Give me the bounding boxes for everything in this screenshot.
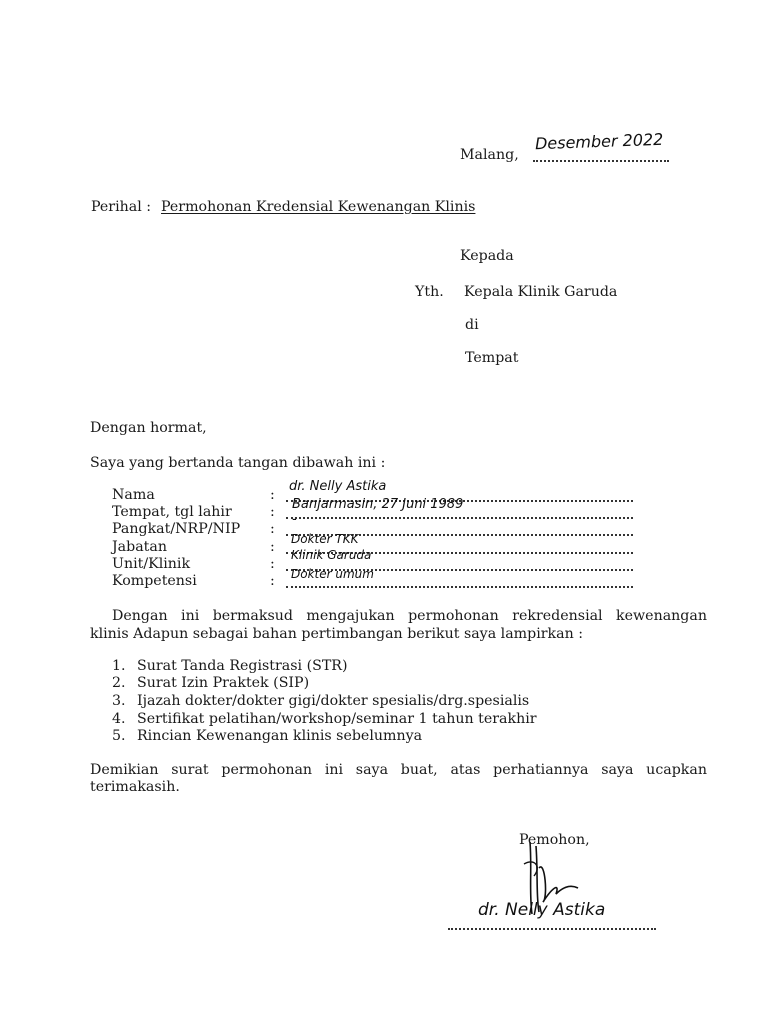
list-item-number: 1. bbox=[112, 658, 126, 674]
paragraph-1-line-1: Dengan ini bermaksud mengajukan permohonan rekredensial kewenangan bbox=[112, 608, 707, 624]
signature-label: Pemohon, bbox=[519, 832, 590, 848]
field-dotted-line bbox=[286, 517, 633, 519]
field-label: Unit/Klinik bbox=[112, 556, 191, 572]
date-handwritten: Desember 2022 bbox=[534, 129, 664, 154]
field-value-handwritten: dr. Nelly Astika bbox=[289, 479, 387, 494]
recipient-tempat: Tempat bbox=[465, 350, 519, 366]
list-item: Ijazah dokter/dokter gigi/dokter spesialis/drg.spesialis bbox=[137, 693, 530, 709]
date-place: Malang, bbox=[460, 147, 519, 163]
field-label: Kompetensi bbox=[112, 573, 197, 589]
field-value-handwritten: Dokter TKK bbox=[291, 532, 359, 546]
field-value-handwritten: Dokter umum bbox=[291, 567, 374, 581]
date-dotted-line bbox=[533, 160, 669, 162]
recipient-di: di bbox=[465, 317, 479, 333]
list-item-number: 5. bbox=[112, 728, 126, 744]
field-colon: : bbox=[270, 487, 275, 503]
subject-label: Perihal : bbox=[91, 199, 152, 215]
subject-text: Permohonan Kredensial Kewenangan Klinis bbox=[161, 199, 476, 215]
signature-dotted-line bbox=[448, 928, 656, 930]
field-label: Tempat, tgl lahir bbox=[112, 504, 232, 520]
field-label: Nama bbox=[112, 487, 155, 503]
field-colon: : bbox=[270, 521, 275, 537]
closing-line-2: terimakasih. bbox=[90, 779, 180, 795]
signature-name-handwritten: dr. Nelly Astika bbox=[478, 900, 606, 920]
greeting: Dengan hormat, bbox=[90, 420, 207, 436]
field-dotted-line bbox=[286, 586, 633, 588]
list-item-number: 3. bbox=[112, 693, 126, 709]
field-colon: : bbox=[270, 573, 275, 589]
field-label: Jabatan bbox=[112, 539, 167, 555]
field-value-handwritten: Banjarmasin, 27 Juni 1989 bbox=[292, 497, 464, 512]
field-value-handwritten: Klinik Garuda bbox=[291, 548, 372, 562]
field-value-handwritten: - bbox=[292, 512, 297, 527]
list-item: Rincian Kewenangan klinis sebelumnya bbox=[137, 728, 423, 744]
paragraph-1-line-2: klinis Adapun sebagai bahan pertimbangan berikut saya lampirkan : bbox=[90, 626, 583, 642]
field-colon: : bbox=[270, 539, 275, 555]
list-item: Surat Tanda Registrasi (STR) bbox=[137, 658, 348, 674]
list-item-number: 4. bbox=[112, 711, 126, 727]
list-item: Sertifikat pelatihan/workshop/seminar 1 tahun terakhir bbox=[137, 711, 537, 727]
list-item: Surat Izin Praktek (SIP) bbox=[137, 675, 310, 691]
intro-text: Saya yang bertanda tangan dibawah ini : bbox=[90, 455, 386, 471]
recipient-yth: Yth. bbox=[415, 284, 444, 300]
closing-line-1: Demikian surat permohonan ini saya buat, atas perhatiannya saya ucapkan bbox=[90, 762, 707, 778]
recipient-kepada: Kepada bbox=[460, 248, 514, 264]
field-colon: : bbox=[270, 556, 275, 572]
recipient-name: Kepala Klinik Garuda bbox=[464, 284, 618, 300]
list-item-number: 2. bbox=[112, 675, 126, 691]
field-label: Pangkat/NRP/NIP bbox=[112, 521, 241, 537]
field-colon: : bbox=[270, 504, 275, 520]
